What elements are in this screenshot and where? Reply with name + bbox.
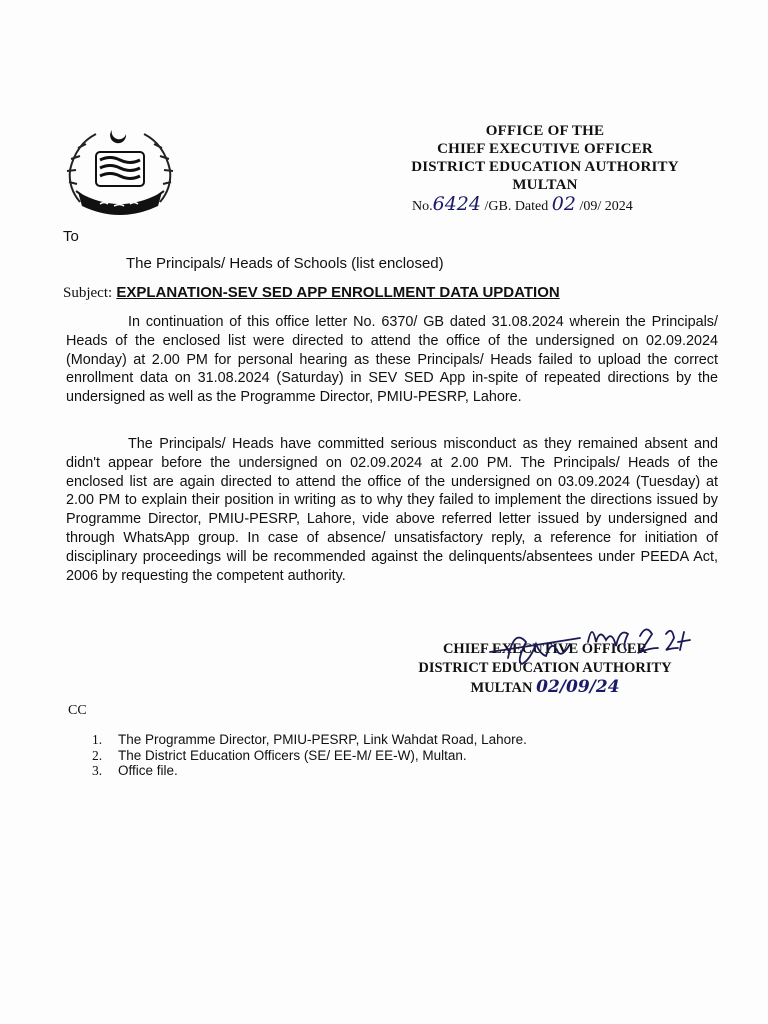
to-label: To (63, 228, 79, 245)
header-city: MULTAN (512, 177, 578, 193)
subject-text: EXPLANATION-SEV SED APP ENROLLMENT DATA UPDATION (116, 284, 560, 301)
handwritten-signature-icon (470, 612, 710, 712)
signatory-title: CHIEF EXECUTIVE OFFICER (442, 641, 648, 657)
cc-label: CC (68, 703, 87, 718)
header-authority: DISTRICT EDUCATION AUTHORITY (411, 159, 679, 175)
cc-list-item: 1. The Programme Director, PMIU-PESRP, Link Wahdat Road, Lahore. (92, 732, 527, 747)
punjab-emblem-icon (56, 124, 184, 220)
ref-number: 6424 (432, 193, 481, 215)
subject-label: Subject: (63, 285, 113, 301)
subject-line (63, 284, 560, 302)
ref-suffix: /09/ 2024 (579, 199, 633, 214)
body-paragraph-1: In continuation of this office letter No. 6370/ GB dated 31.08.2024 wherein the Principals/ Heads of the enclosed list were directed to attend the office of the undersigned on 02.09.2024 (Monday) at 2.00 PM for personal hearing as these Principals/ Heads failed to upload the correct enrollment data on 31.08.2024 (Saturday) in SEV SED App in-spite of repeated directions by the undersigned as well as the Programme Director, PMIU-PESRP, Lahore. (66, 314, 718, 406)
office-header (380, 122, 710, 194)
header-title: CHIEF EXECUTIVE OFFICER (437, 141, 653, 157)
signatory-authority: DISTRICT EDUCATION AUTHORITY (418, 660, 672, 676)
body-paragraph-2: The Principals/ Heads have committed serious misconduct as they remained absent and didn't appear before the undersigned on 02.09.2024 at 2.00 PM. The Principals/ Heads of the enclosed list are again directed to attend the office of the undersigned on 03.09.2024 (Tuesday) at 2.00 PM to explain their position in writing as to why they failed to implement the directions issued by Programme Director, PMIU-PESRP, Lahore, vide above referred letter issued by undersigned and through WhatsApp group. In case of absence/ unsatisfactory reply, a reference for initiation of disciplinary proceedings will be recommended against the delinquents/absentees under PEEDA Act, 2006 by requesting the competent authority. (66, 436, 718, 584)
cc-list-item: 3. Office file. (92, 763, 178, 778)
ref-prefix: No. (412, 199, 433, 214)
cc-list (92, 732, 527, 779)
signatory-city: MULTAN (470, 680, 533, 696)
header-office-of: OFFICE OF THE (485, 123, 605, 139)
signature-date: 02/09/24 (536, 677, 620, 697)
cc-list-item: 2. The District Education Officers (SE/ EE-M/ EE-W), Multan. (92, 747, 467, 763)
ref-mid: /GB. Dated (484, 199, 549, 214)
recipient-line: The Principals/ Heads of Schools (list enclosed) (126, 255, 444, 272)
ref-day: 02 (551, 193, 576, 215)
reference-line (412, 193, 633, 215)
